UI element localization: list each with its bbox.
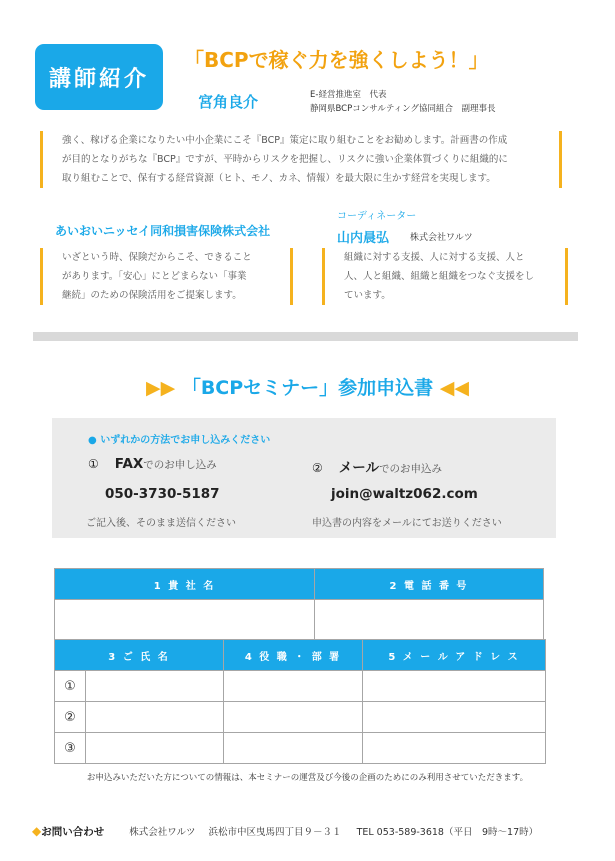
position-field[interactable] [224,702,363,733]
partner-line: 継続」のための保険活用をご提案します。 [62,290,242,301]
position-field[interactable] [224,671,363,702]
name-field[interactable] [86,733,224,764]
speaker-title-2: 静岡県BCPコンサルティング協同組合 副理事長 [310,104,496,114]
coordinator-company: 株式会社ワルツ [410,233,473,243]
coordinator-text [322,248,568,305]
intro-line: が目的となりがちな『BCP』ですが、平時からリスクを把握し、リスクに強い企業体質づくりに組織的に [62,154,508,165]
table-row [55,733,546,764]
section-divider [33,332,578,341]
coordinator-line: ています。 [344,290,391,301]
table-row [55,702,546,733]
company-header: 1 貴 社 名 [55,569,315,600]
partner-text [40,248,293,305]
footer-company: 株式会社ワルツ [129,827,196,838]
row-number: ② [55,702,86,733]
row-number: ① [55,671,86,702]
phone-field[interactable] [315,600,544,640]
coordinator-line: 組織に対する支援、人に対する支援、人と [344,252,525,263]
email-field[interactable] [363,702,546,733]
speaker-title-1: E-経営推進室 代表 [310,90,387,100]
fax-method [88,456,217,472]
double-triangle-left-icon: ◀◀ [439,377,470,399]
partner-line: いざという時、保険だからこそ、できること [62,252,252,263]
seminar-title-text: 「BCPセミナー」参加申込書 [181,377,434,399]
fax-num: ① [88,457,99,471]
privacy-note: お申込みいただいた方についての情報は、本セミナーの運営及び今後の企画のためにのみ利用させていただきます。 [86,773,529,783]
mail-note: 申込書の内容をメールにてお送りください [312,518,502,529]
email-field[interactable] [363,671,546,702]
intro-text [40,131,562,188]
company-phone-table [54,568,544,640]
footer-tel: TEL 053-589-3618（平日 9時〜17時） [356,827,539,838]
coordinator-line: 人、人と組織、組織と組織をつなぐ支援をし [344,271,535,282]
speaker-name: 宮角良介 [198,93,259,111]
partner-line: があります。「安心」にとどまらない「事業 [62,271,247,282]
double-triangle-right-icon: ▶▶ [145,377,176,399]
intro-line: 強く、稼げる企業になりたい中小企業にこそ『BCP』策定に取り組むことをお勧めします。計画書の作成 [62,135,508,146]
coordinator-label: コーディネーター [337,211,417,222]
fax-number[interactable]: 050-3730-5187 [105,486,220,502]
footer [32,824,538,839]
fax-suffix: でのお申し込み [143,459,217,471]
methods-heading: ● いずれかの方法でお申し込みください [88,435,271,446]
position-header: 4 役 職 ・ 部 署 [224,640,363,671]
coordinator-name: 山内晨弘 [337,231,390,246]
footer-address: 浜松市中区曳馬四丁目９－３１ [208,827,342,838]
mail-num: ② [312,461,323,475]
instructor-badge: 講師紹介 [35,44,163,110]
email-field[interactable] [363,733,546,764]
seminar-title [0,373,615,400]
fax-label: FAX [114,456,144,472]
email-header: 5 メ ー ル ア ド レ ス [363,640,546,671]
mail-suffix: でのお申込み [379,463,442,475]
intro-line: 取り組むことで、保有する経営資源（ヒト、モノ、カネ、情報）を最大限に生かす経営を実現します。 [62,173,496,184]
mail-address-link[interactable]: join@waltz062.com [331,486,478,502]
name-field[interactable] [86,702,224,733]
attendee-table [54,639,546,764]
headline: 「BCPで稼ぐ力を強くしよう！」 [184,48,489,72]
phone-header: 2 電 話 番 号 [315,569,544,600]
table-row [55,671,546,702]
company-field[interactable] [55,600,315,640]
fax-note: ご記入後、そのまま送信ください [86,518,236,529]
row-number: ③ [55,733,86,764]
position-field[interactable] [224,733,363,764]
diamond-icon: ◆ [32,824,42,838]
mail-method [312,456,442,476]
name-header: 3 ご 氏 名 [55,640,224,671]
partner-company: あいおいニッセイ同和損害保険株式会社 [55,224,271,238]
name-field[interactable] [86,671,224,702]
mail-label: メール [338,460,379,476]
footer-label: お問い合わせ [41,826,105,838]
